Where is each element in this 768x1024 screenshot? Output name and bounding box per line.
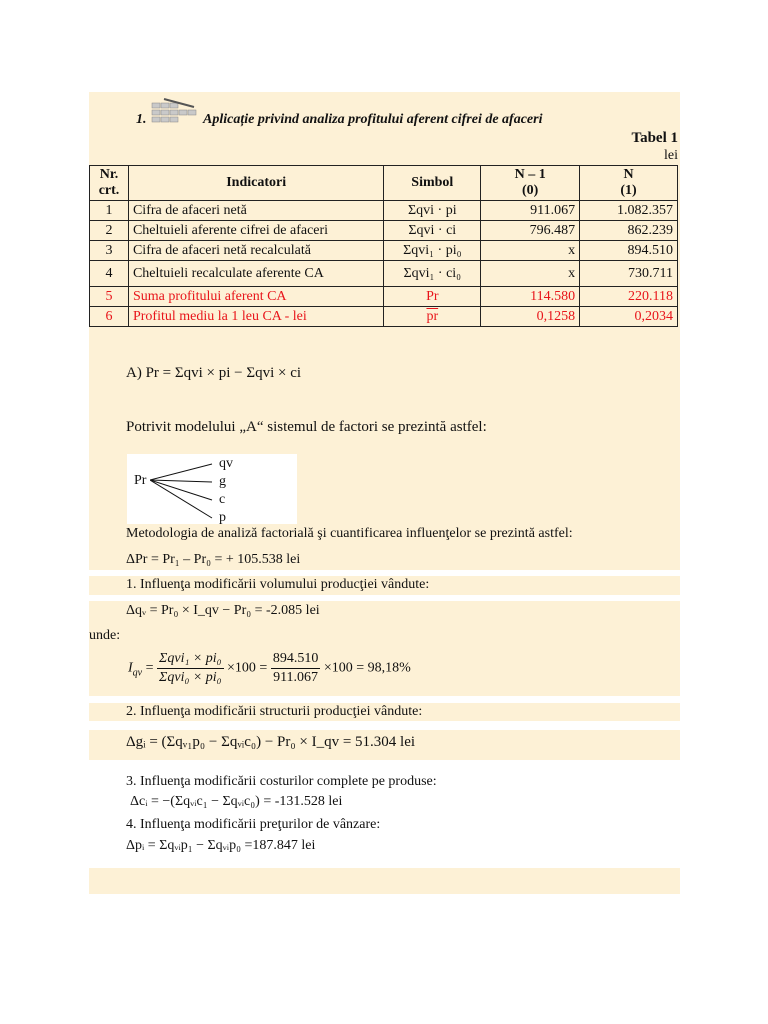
inf3-formula: Δcᵢ = −(Σqᵥᵢc₁ − Σqᵥᵢc₀) = -131.528 lei: [130, 794, 343, 809]
tree-leaf-qv: qv: [219, 456, 233, 471]
inf2-title: 2. Influenţa modificării structurii producţiei vândute:: [126, 704, 423, 719]
table-caption: Tabel 1: [631, 130, 678, 146]
cell-indicator: Cheltuieli aferente cifrei de afaceri: [128, 221, 383, 241]
table-row: [90, 241, 678, 261]
cell-symbol: Σqvi · pi: [384, 201, 481, 221]
cell-n: 730.711: [580, 261, 678, 287]
cell-nr: 2: [90, 221, 129, 241]
iqv-fraction-1: $\frac{\text{Σqvi₁ × pi₀}}{\text{Σqvi₀ × pi₀}}$: [159, 651, 222, 685]
table-unit: lei: [664, 148, 678, 163]
inf1-formula: Δqᵥ = Pr₀ × I_qv − Pr₀ = -2.085 lei: [126, 603, 320, 618]
col-nr: Nr. crt.: [90, 166, 129, 201]
inf1-title: 1. Influenţa modificării volumului producţiei vândute:: [126, 577, 430, 592]
method-text: Metodologia de analiză factorială şi cuantificarea influenţelor se prezintă astfel:: [126, 526, 573, 541]
model-text: Potrivit modelului „A“ sistemul de factori se prezintă astfel:: [126, 419, 487, 435]
cell-n1: 114.580: [481, 287, 580, 307]
iqv-mid: ×100 =: [227, 660, 268, 676]
document-icon: [150, 95, 198, 125]
inf4-formula: Δpᵢ = Σqᵥᵢp₁ − Σqᵥᵢp₀ =187.847 lei: [126, 838, 316, 853]
factor-tree-lines: [150, 458, 220, 522]
heading-number: 1.: [136, 112, 147, 127]
indicators-table: [89, 165, 678, 327]
cell-nr: 6: [90, 307, 129, 327]
cell-symbol: $\overline{pr}$: [384, 307, 481, 327]
table-row: [90, 307, 678, 327]
inf2-formula: Δgᵢ = (Σqᵥ₁p₀ − Σqᵥᵢc₀) − Pr₀ × I_qv = 51.304 lei: [126, 734, 416, 750]
iqv-result: ×100 = 98,18%: [323, 660, 411, 676]
cell-n1: x: [481, 241, 580, 261]
tree-leaf-g: g: [219, 474, 226, 489]
delta-pr: ΔPr = Pr₁ – Pr₀ = + 105.538 lei: [126, 552, 301, 567]
col-n: N (1): [580, 166, 678, 201]
formula-a: A) Pr = Σqvi × pi − Σqvi × ci: [126, 365, 302, 381]
page-bg-bottom: [89, 868, 680, 894]
tree-leaf-c: c: [219, 492, 226, 507]
inf4-title: 4. Influenţa modificării preţurilor de vânzare:: [126, 817, 381, 832]
cell-nr: 1: [90, 201, 129, 221]
cell-n1: x: [481, 261, 580, 287]
cell-symbol: Σqvi₁ · ci₀: [384, 261, 481, 287]
col-indicatori: Indicatori: [128, 166, 383, 201]
cell-nr: 5: [90, 287, 129, 307]
cell-nr: 4: [90, 261, 129, 287]
cell-indicator: Suma profitului aferent CA: [128, 287, 383, 307]
cell-n1: 911.067: [481, 201, 580, 221]
cell-n: 220.118: [580, 287, 678, 307]
iqv-fraction-2: $\frac{894.510}{911.067}$: [272, 651, 319, 685]
page-bg-right: [297, 454, 680, 524]
iqv-formula: $I_{qv}$ = $\frac{\text{Σqvi₁ × pi₀}}{\text{Σqvi₀ × pi₀}}$ ×100 = $\frac{894.510}{911.067}$ ×100 = 98,18%: [128, 651, 411, 685]
iqv-sub: qv: [132, 667, 143, 679]
col-simbol: Simbol: [384, 166, 481, 201]
col-n1: N – 1 (0): [481, 166, 580, 201]
cell-nr: 3: [90, 241, 129, 261]
heading-title: Aplicație privind analiza profitului aferent cifrei de afaceri: [203, 112, 543, 127]
table-row: [90, 201, 678, 221]
unde-label: unde:: [89, 628, 121, 643]
cell-n1: 796.487: [481, 221, 580, 241]
table-row: [90, 221, 678, 241]
cell-n: 0,2034: [580, 307, 678, 327]
table-header-row: [90, 166, 678, 201]
cell-n: 894.510: [580, 241, 678, 261]
page-bg-left: [89, 454, 127, 524]
cell-indicator: Cifra de afaceri netă: [128, 201, 383, 221]
cell-n: 1.082.357: [580, 201, 678, 221]
tree-root: Pr: [134, 473, 147, 488]
cell-indicator: Profitul mediu la 1 leu CA - lei: [128, 307, 383, 327]
cell-symbol: Σqvi₁ · pi₀: [384, 241, 481, 261]
inf3-title: 3. Influenţa modificării costurilor complete pe produse:: [126, 774, 437, 789]
table-row: [90, 261, 678, 287]
cell-indicator: Cheltuieli recalculate aferente CA: [128, 261, 383, 287]
cell-symbol: Σqvi · ci: [384, 221, 481, 241]
tree-leaf-p: p: [219, 510, 226, 525]
cell-symbol: Pr: [384, 287, 481, 307]
cell-n1: 0,1258: [481, 307, 580, 327]
cell-n: 862.239: [580, 221, 678, 241]
iqv-label: I: [128, 660, 133, 676]
table-row: [90, 287, 678, 307]
cell-indicator: Cifra de afaceri netă recalculată: [128, 241, 383, 261]
